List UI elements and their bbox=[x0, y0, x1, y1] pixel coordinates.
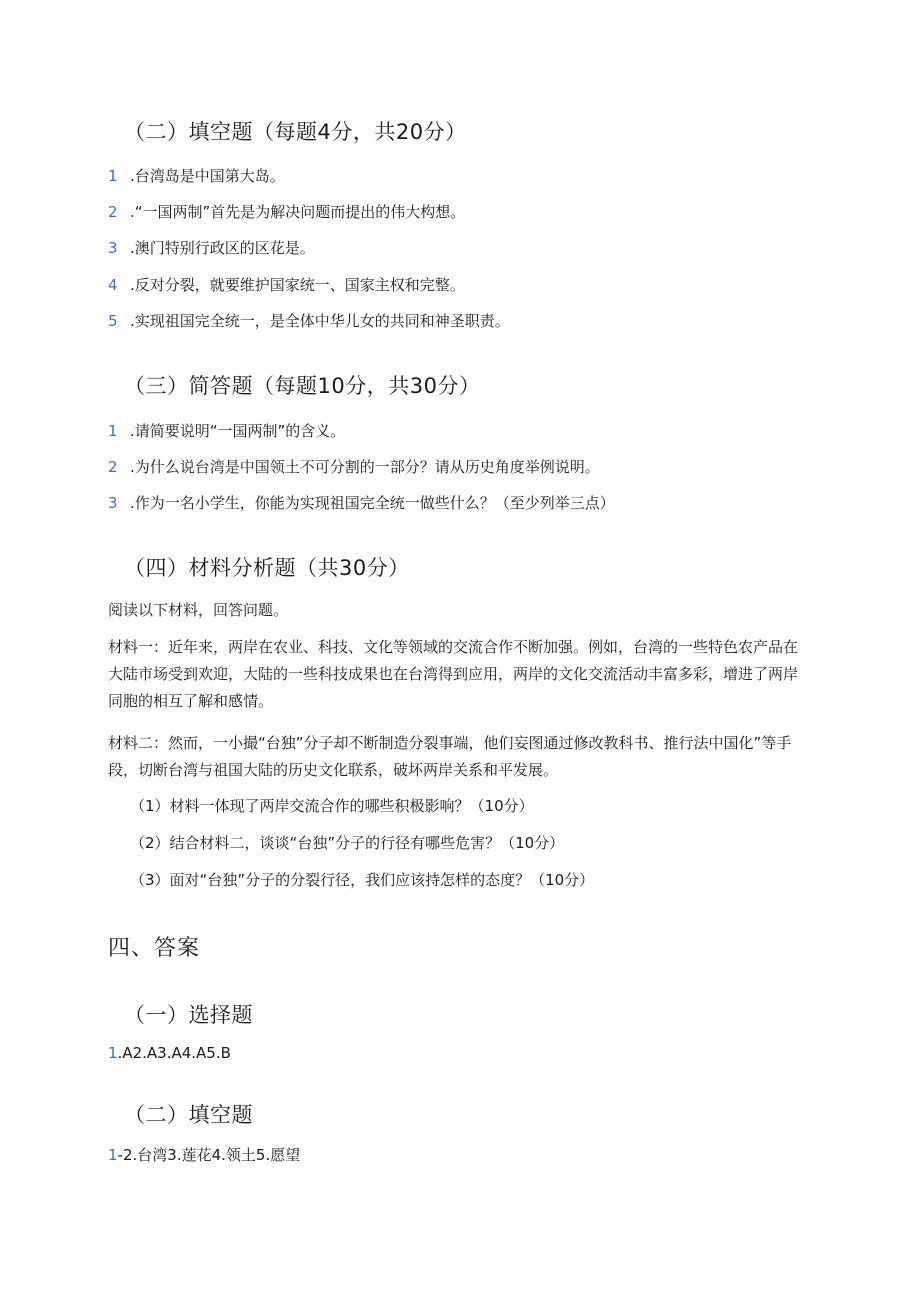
answers-fill-heading: （二）填空题 bbox=[124, 1103, 253, 1127]
answer-number: 1 bbox=[108, 1044, 118, 1062]
section-heading-short: （三）简答题（每题10分，共30分） bbox=[124, 374, 481, 398]
list-item bbox=[108, 492, 615, 513]
answers-choice-line bbox=[108, 1044, 231, 1062]
list-item bbox=[108, 274, 465, 295]
item-number: 3 bbox=[108, 239, 118, 257]
item-text: .“一国两制”首先是为解决问题而提出的伟大构想。 bbox=[130, 203, 466, 221]
item-text: .作为一名小学生，你能为实现祖国完全统一做些什么？（至少列举三点） bbox=[130, 494, 615, 512]
answer-number: 1 bbox=[108, 1146, 118, 1164]
list-item bbox=[108, 165, 285, 186]
list-item bbox=[108, 420, 345, 441]
intro-text: 阅读以下材料，回答问题。 bbox=[108, 601, 289, 619]
item-number: 2 bbox=[108, 458, 118, 476]
question-3: （3）面对“台独”分子的分裂行径，我们应该持怎样的态度？（10分） bbox=[130, 871, 595, 889]
item-number: 5 bbox=[108, 312, 118, 330]
item-text: .为什么说台湾是中国领土不可分割的一部分？请从历史角度举例说明。 bbox=[130, 458, 600, 476]
list-item bbox=[108, 237, 315, 258]
item-number: 1 bbox=[108, 422, 118, 440]
answers-fill-line bbox=[108, 1144, 300, 1165]
question-2: （2）结合材料二，谈谈“台独”分子的行径有哪些危害？（10分） bbox=[130, 834, 565, 852]
answers-choice-heading: （一）选择题 bbox=[124, 1003, 253, 1027]
item-text: .台湾岛是中国第大岛。 bbox=[130, 167, 285, 185]
item-text: .实现祖国完全统一，是全体中华儿女的共同和神圣职责。 bbox=[130, 312, 510, 330]
item-number: 1 bbox=[108, 167, 118, 185]
item-number: 4 bbox=[108, 276, 118, 294]
question-1: （1）材料一体现了两岸交流合作的哪些积极影响？（10分） bbox=[130, 797, 534, 815]
material-one: 材料一：近年来，两岸在农业、科技、文化等领域的交流合作不断加强。例如，台湾的一些特色农产品在大陆市场受到欢迎，大陆的一些科技成果也在台湾得到应用，两岸的文化交流活动丰富多彩，增进了两岸同胞的相互了解和感情。 bbox=[108, 638, 799, 710]
section-heading-fill: （二）填空题（每题4分，共20分） bbox=[124, 120, 467, 144]
list-item bbox=[108, 201, 465, 222]
section-heading-analysis: （四）材料分析题（共30分） bbox=[124, 556, 410, 580]
material-two: 材料二：然而，一小撮“台独”分子却不断制造分裂事端，他们妄图通过修改教科书、推行法中国化”等手段，切断台湾与祖国大陆的历史文化联系，破坏两岸关系和平发展。 bbox=[108, 734, 792, 779]
answers-heading: 四、答案 bbox=[108, 936, 201, 961]
item-text: .澳门特别行政区的区花是。 bbox=[130, 239, 315, 257]
answer-text: -2.台湾3.莲花4.领土5.愿望 bbox=[117, 1146, 301, 1164]
item-text: .请简要说明“一国两制”的含义。 bbox=[130, 422, 346, 440]
list-item bbox=[108, 310, 510, 331]
item-number: 2 bbox=[108, 203, 118, 221]
answer-text: .A2.A3.A4.A5.B bbox=[117, 1044, 231, 1062]
item-text: .反对分裂，就要维护国家统一、国家主权和完整。 bbox=[130, 276, 465, 294]
list-item bbox=[108, 456, 600, 477]
item-number: 3 bbox=[108, 494, 118, 512]
